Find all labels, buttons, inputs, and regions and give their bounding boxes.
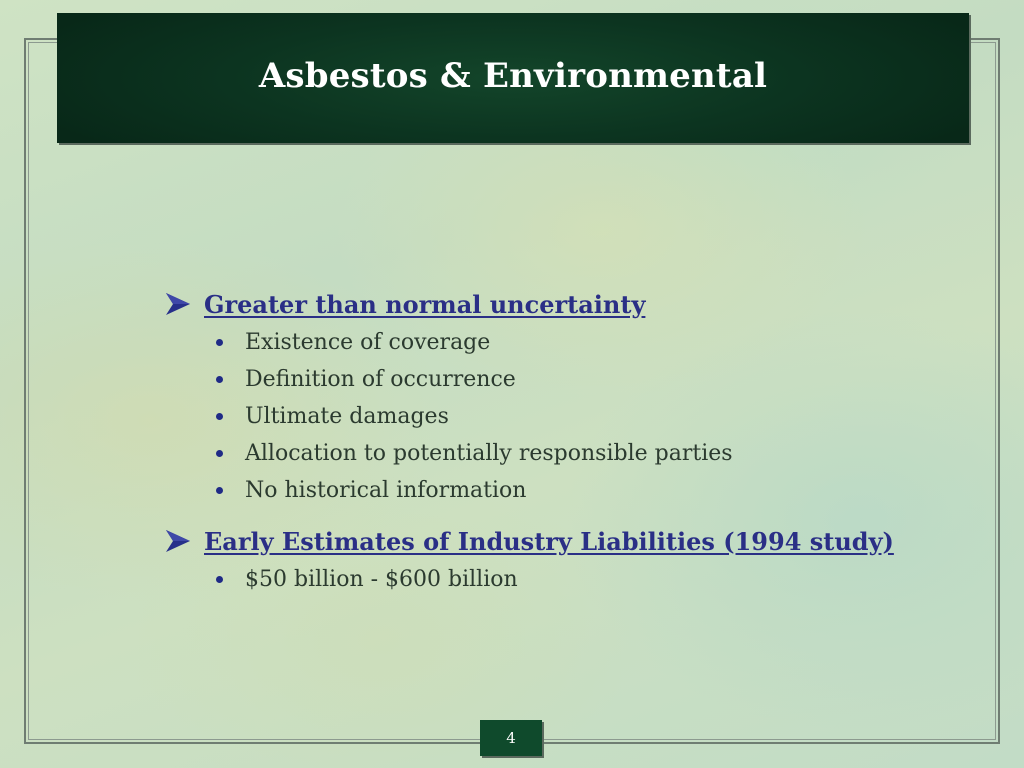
bullet-dot-icon xyxy=(216,487,223,494)
slide-title: Asbestos & Environmental xyxy=(258,56,768,96)
list-item xyxy=(160,561,920,598)
bullet-dot-icon xyxy=(216,339,223,346)
list-item-text: No historical information xyxy=(245,478,527,503)
list-item-text: Existence of coverage xyxy=(245,330,491,355)
section-heading: Greater than normal uncertainty xyxy=(204,289,646,319)
list-item-text: Allocation to potentially responsible parties xyxy=(245,441,733,466)
list-item-text: $50 billion - $600 billion xyxy=(245,567,518,592)
page-number: 4 xyxy=(506,729,516,747)
arrowhead-icon xyxy=(164,292,192,316)
bullet-dot-icon xyxy=(216,376,223,383)
bullet-dot-icon xyxy=(216,413,223,420)
list-item xyxy=(160,472,920,509)
bullet-section xyxy=(160,286,920,509)
bullet-section xyxy=(160,523,920,598)
page-number-box xyxy=(480,720,542,756)
slide-content xyxy=(160,286,920,612)
bullet-dot-icon xyxy=(216,576,223,583)
list-item xyxy=(160,435,920,472)
arrowhead-icon xyxy=(164,529,192,553)
section-heading-row xyxy=(160,286,920,322)
title-banner xyxy=(57,13,969,143)
section-heading: Early Estimates of Industry Liabilities (1994 study) xyxy=(204,526,894,556)
list-item-text: Definition of occurrence xyxy=(245,367,516,392)
bullet-dot-icon xyxy=(216,450,223,457)
section-heading-row xyxy=(160,523,920,559)
list-item xyxy=(160,398,920,435)
sub-bullet-list xyxy=(160,561,920,598)
sub-bullet-list xyxy=(160,324,920,509)
list-item xyxy=(160,324,920,361)
list-item-text: Ultimate damages xyxy=(245,404,449,429)
list-item xyxy=(160,361,920,398)
